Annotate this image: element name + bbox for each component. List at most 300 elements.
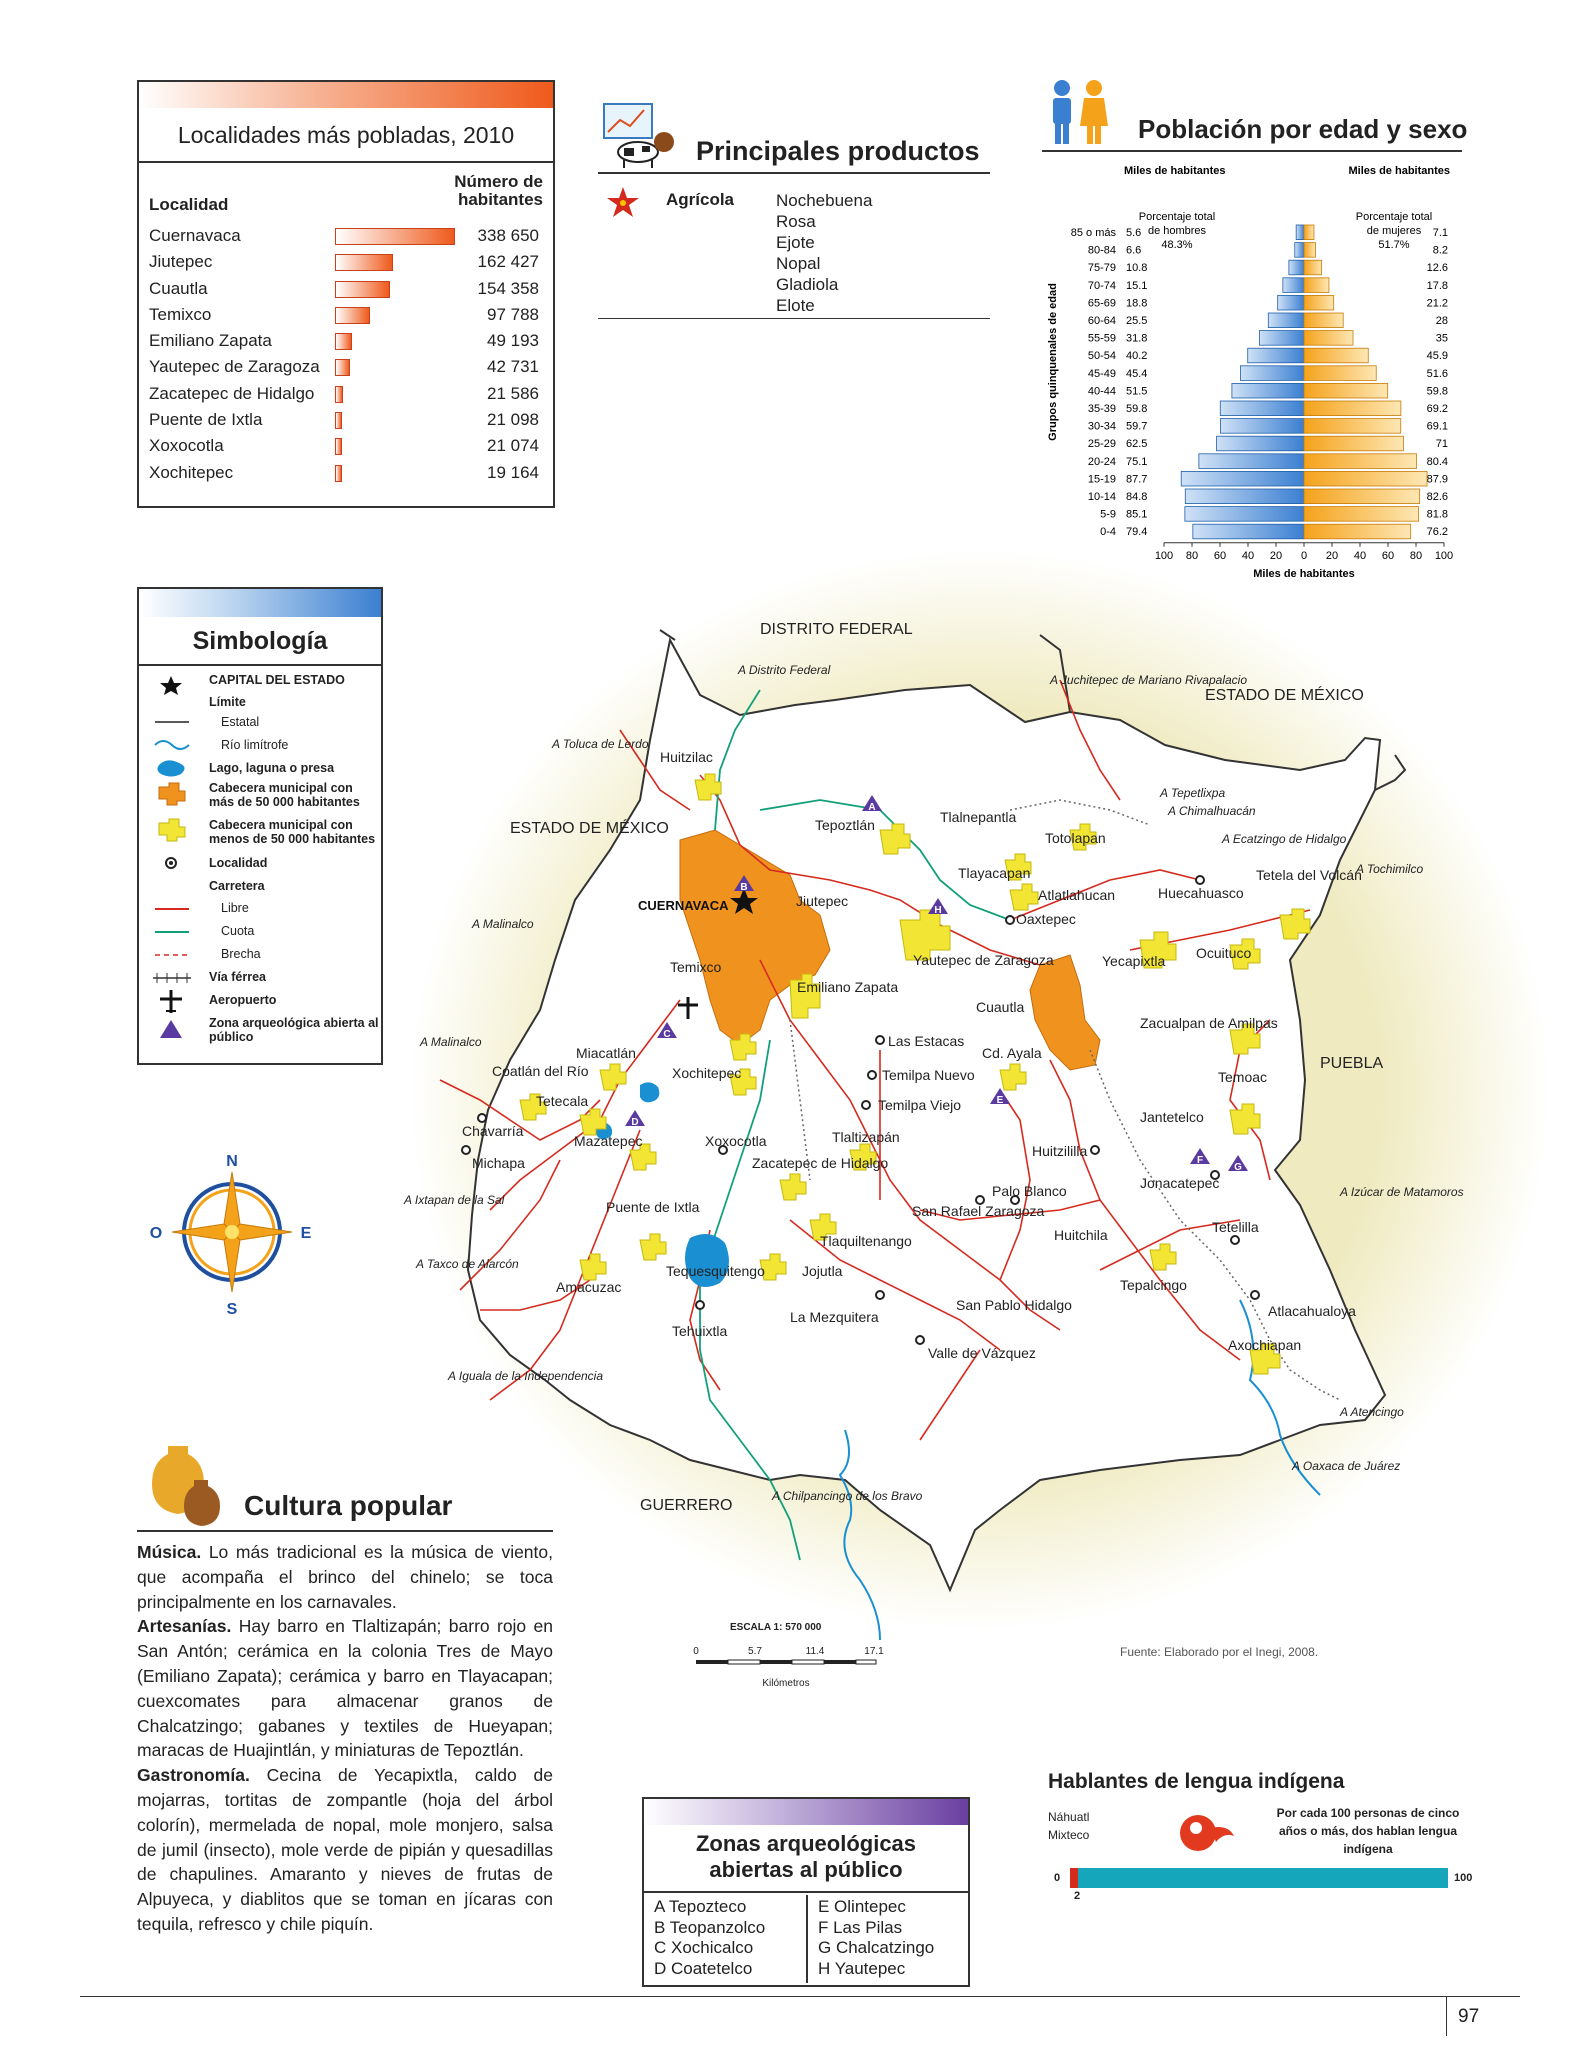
localidad-name: Temixco <box>149 304 212 324</box>
svg-text:Tehuixtla: Tehuixtla <box>672 1323 728 1339</box>
pyr-women-bar <box>1304 225 1314 240</box>
productos-icon <box>598 100 680 172</box>
productos-list <box>776 190 872 316</box>
page-number: 97 <box>1458 2006 1480 2027</box>
localidad-bar <box>335 281 390 298</box>
svg-text:Huitchila: Huitchila <box>1054 1227 1108 1243</box>
pyr-women-bar <box>1304 313 1343 328</box>
pyr-men-value: 87.7 <box>1126 473 1148 486</box>
pyr-women-value: 51.6 <box>1426 367 1448 380</box>
svg-text:Atlacahualoya: Atlacahualoya <box>1268 1303 1356 1319</box>
svg-text:D: D <box>631 1117 639 1128</box>
svg-text:Jantetelco: Jantetelco <box>1140 1109 1204 1125</box>
pyr-women-bar <box>1304 331 1353 346</box>
localidades-title: Localidades más pobladas, 2010 <box>139 108 553 163</box>
localidad-row <box>139 328 553 354</box>
svg-text:Tepalcingo: Tepalcingo <box>1120 1277 1187 1293</box>
localidades-panel <box>137 80 555 508</box>
localidad-row <box>139 460 553 486</box>
svg-text:Mazatepec: Mazatepec <box>574 1133 643 1149</box>
svg-text:Cd. Ayala: Cd. Ayala <box>982 1045 1042 1061</box>
pyr-xlabel: Miles de habitantes <box>1253 567 1355 580</box>
svg-text:H: H <box>934 905 942 916</box>
pyr-women-value: 45.9 <box>1426 350 1448 363</box>
svg-text:Atlatlahucan: Atlatlahucan <box>1038 887 1116 903</box>
pyr-men-value: 59.8 <box>1126 403 1148 415</box>
pyr-tick-label: 40 <box>1353 549 1367 562</box>
pyr-tick-label: 100 <box>1434 549 1454 562</box>
svg-text:Tepoztlán: Tepoztlán <box>815 817 875 833</box>
sym-estatal: Estatal <box>221 715 260 729</box>
pyr-men-bar <box>1259 331 1304 346</box>
pyr-women-bar <box>1304 366 1376 381</box>
pyr-men-value: 25.5 <box>1126 315 1148 327</box>
pyr-age-label: 55-59 <box>1087 332 1116 345</box>
pyr-tick-label: 80 <box>1409 549 1423 562</box>
localidad-value: 49 193 <box>487 331 539 351</box>
pyr-women-value: 7.1 <box>1432 227 1448 239</box>
svg-text:A Distrito Federal: A Distrito Federal <box>738 663 831 677</box>
scale-bar <box>693 1622 884 1689</box>
pyr-age-label: 40-44 <box>1087 385 1116 398</box>
sym-capital: CAPITAL DEL ESTADO <box>209 673 345 687</box>
label-edomex-w: ESTADO DE MÉXICO <box>510 820 669 837</box>
svg-text:Jonacatepec: Jonacatepec <box>1140 1175 1220 1191</box>
localidad-bar <box>335 254 393 271</box>
svg-text:La Mezquitera: La Mezquitera <box>790 1309 879 1325</box>
svg-text:A Malinalco: A Malinalco <box>420 1035 482 1049</box>
compass-n: N <box>226 1153 238 1170</box>
svg-text:F: F <box>1196 1155 1204 1166</box>
pyr-women-bar <box>1304 454 1417 469</box>
pyr-women-value: 59.8 <box>1426 385 1448 398</box>
artesanias-title: Artesanías. <box>137 1616 232 1637</box>
pyr-age-label: 15-19 <box>1087 473 1116 486</box>
cultura-title: Cultura popular <box>244 1490 453 1521</box>
svg-text:Tlaltizapán: Tlaltizapán <box>832 1129 900 1145</box>
pyr-women-bar <box>1304 348 1368 363</box>
lake-icon <box>157 760 184 776</box>
pyr-women-bar <box>1304 243 1315 258</box>
svg-text:A: A <box>868 802 876 813</box>
svg-text:A Taxco de Alarcón: A Taxco de Alarcón <box>416 1257 519 1271</box>
label-df: DISTRITO FEDERAL <box>760 621 913 638</box>
pyr-men-bar <box>1289 260 1304 275</box>
svg-text:A Tochimilco: A Tochimilco <box>1356 862 1424 876</box>
svg-text:Temilpa Viejo: Temilpa Viejo <box>878 1097 962 1113</box>
pyr-age-label: 0-4 <box>1100 526 1116 539</box>
pyr-women-pct: 51.7% <box>1378 239 1410 251</box>
pyr-age-label: 65-69 <box>1087 297 1116 310</box>
svg-text:Axochiapan: Axochiapan <box>1228 1337 1302 1353</box>
svg-text:A Tepetlixpa: A Tepetlixpa <box>1160 786 1226 800</box>
sym-libre: Libre <box>221 901 249 915</box>
pyr-women-value: 87.9 <box>1426 473 1448 486</box>
svg-text:ESCALA 1: 570 000: ESCALA 1: 570 000 <box>730 1622 822 1633</box>
pyr-men-bar <box>1248 348 1304 363</box>
localidad-value: 21 074 <box>487 436 539 456</box>
label-guerrero: GUERRERO <box>640 1497 733 1514</box>
sym-rio: Río limítrofe <box>221 738 289 752</box>
svg-text:Michapa: Michapa <box>472 1155 525 1171</box>
flower-icon <box>606 186 640 220</box>
svg-text:A Atencingo: A Atencingo <box>1340 1405 1404 1419</box>
pyr-men-value: 75.1 <box>1126 455 1148 468</box>
pyr-men-bar <box>1199 454 1304 469</box>
pyr-women-value: 71 <box>1435 438 1448 451</box>
productos-title: Principales productos <box>696 136 980 166</box>
localidad-name: Emiliano Zapata <box>149 331 272 351</box>
svg-text:Kilómetros: Kilómetros <box>762 1678 810 1689</box>
svg-text:Jojutla: Jojutla <box>802 1263 843 1279</box>
pyr-men-value: 84.8 <box>1126 491 1148 503</box>
localidad-name: Cuautla <box>149 278 208 298</box>
pyr-women-label: Porcentaje total de mujeres <box>1355 211 1433 237</box>
svg-text:E: E <box>996 1095 1004 1106</box>
river-icon <box>155 741 189 749</box>
svg-text:Palo Blanco: Palo Blanco <box>992 1183 1067 1199</box>
pyr-age-label: 5-9 <box>1100 508 1116 521</box>
pyr-men-label: Porcentaje total de hombres <box>1138 211 1216 237</box>
gastronomia-title: Gastronomía. <box>137 1765 250 1786</box>
svg-text:San Pablo Hidalgo: San Pablo Hidalgo <box>956 1297 1072 1313</box>
pyr-women-bar <box>1304 260 1322 275</box>
zonas-column-divider <box>806 1895 808 1983</box>
zona-item: E Olintepec <box>818 1897 906 1916</box>
svg-text:Huitzililla: Huitzililla <box>1032 1143 1088 1159</box>
localidad-name: Xoxocotla <box>149 436 224 456</box>
svg-text:Emiliano Zapata: Emiliano Zapata <box>797 979 899 995</box>
localidad-value: 338 650 <box>477 226 539 245</box>
svg-text:B: B <box>740 882 748 893</box>
pyr-men-pct: 48.3% <box>1161 239 1193 251</box>
label-puebla: PUEBLA <box>1320 1055 1384 1072</box>
pyr-women-value: 21.2 <box>1426 297 1448 310</box>
producto-item: Ejote <box>776 233 815 252</box>
svg-text:A Malinalco: A Malinalco <box>472 917 534 931</box>
pyr-tick-label: 80 <box>1185 549 1199 562</box>
pyr-women-value: 8.2 <box>1432 244 1448 257</box>
svg-text:Totolapan: Totolapan <box>1045 830 1106 846</box>
compass-o: O <box>149 1225 163 1242</box>
localidad-row <box>139 302 553 328</box>
pyr-age-label: 60-64 <box>1087 315 1116 327</box>
svg-text:A Chilpancingo de los Bravo: A Chilpancingo de los Bravo <box>772 1489 923 1503</box>
pyr-men-value: 6.6 <box>1126 244 1142 257</box>
pyr-women-bar <box>1304 383 1388 398</box>
producto-item: Gladiola <box>776 275 839 294</box>
zona-item: D Coatetelco <box>654 1958 753 1978</box>
localidad-value: 162 427 <box>477 252 539 272</box>
localidad-bar <box>335 228 455 245</box>
piramide-panel <box>1042 78 1468 580</box>
svg-text:San Rafael Zaragoza: San Rafael Zaragoza <box>912 1203 1045 1219</box>
svg-text:Temoac: Temoac <box>1218 1069 1268 1085</box>
zona-item: H Yautepec <box>818 1958 906 1978</box>
localidad-row <box>139 354 553 380</box>
pyr-women-bar <box>1304 295 1334 310</box>
hablantes-title: Hablantes de lengua indígena <box>1048 1770 1345 1793</box>
pyr-tick-label: 60 <box>1381 549 1395 562</box>
pyr-women-bar <box>1304 401 1401 416</box>
localidad-row <box>139 276 553 302</box>
zona-item: G Chalcatzingo <box>818 1938 935 1957</box>
svg-text:Coatlán del Río: Coatlán del Río <box>492 1063 589 1079</box>
speech-glyph-icon <box>1174 1810 1238 1856</box>
svg-text:Tlalnepantla: Tlalnepantla <box>940 809 1017 825</box>
svg-text:Tetela del Volcán: Tetela del Volcán <box>1256 867 1362 883</box>
svg-text:A Ixtapan de la Sal: A Ixtapan de la Sal <box>404 1193 505 1207</box>
sym-aeropuerto: Aeropuerto <box>209 993 277 1007</box>
pyr-women-value: 82.6 <box>1426 491 1448 503</box>
cultura-text <box>137 1540 553 1937</box>
svg-text:C: C <box>663 1029 671 1040</box>
compass-s: S <box>226 1301 238 1318</box>
svg-text:A Juchitepec de Mariano Rivapa: A Juchitepec de Mariano Rivapalacio <box>1050 673 1247 687</box>
svg-text:Yecapixtla: Yecapixtla <box>1102 953 1166 969</box>
producto-item: Elote <box>776 296 815 315</box>
pyr-women-value: 69.1 <box>1426 420 1448 433</box>
localidad-bar <box>335 307 370 324</box>
pyr-women-value: 12.6 <box>1426 262 1448 275</box>
hablantes-lang2: Mixteco <box>1048 1828 1090 1842</box>
pyr-men-bar <box>1185 489 1304 504</box>
localidad-name: Xochitepec <box>149 462 234 482</box>
pyr-men-value: 79.4 <box>1126 526 1148 539</box>
musica-title: Música. <box>137 1542 202 1562</box>
localidad-value: 21 098 <box>487 410 539 430</box>
svg-text:Las Estacas: Las Estacas <box>888 1033 965 1049</box>
localidad-bar <box>335 359 350 376</box>
pyr-age-label: 75-79 <box>1087 262 1116 275</box>
pyr-women-bar <box>1304 278 1329 293</box>
localidad-row <box>139 249 553 275</box>
airport-icon <box>160 990 182 1013</box>
svg-text:Huitzilac: Huitzilac <box>660 749 713 765</box>
pyr-women-value: 28 <box>1435 315 1448 327</box>
svg-text:Cuautla: Cuautla <box>976 999 1025 1015</box>
localidad-row <box>139 433 553 459</box>
productos-divider-bottom <box>598 318 990 319</box>
localidad-bar <box>335 438 342 455</box>
localidad-value: 154 358 <box>477 278 539 298</box>
pyr-men-value: 40.2 <box>1126 350 1148 363</box>
localidad-row <box>139 407 553 433</box>
pyr-men-bar <box>1295 243 1304 258</box>
svg-text:5.7: 5.7 <box>748 1646 762 1657</box>
pyr-men-value: 85.1 <box>1126 508 1148 521</box>
svg-text:Temilpa Nuevo: Temilpa Nuevo <box>882 1067 975 1083</box>
capital-star-icon <box>160 676 182 695</box>
svg-text:Xochitepec: Xochitepec <box>672 1065 742 1081</box>
cabecera-menor-icon <box>159 819 185 841</box>
simbologia-title: Simbología <box>139 617 381 666</box>
lake-tequesquitengo <box>685 1234 729 1287</box>
pyr-men-value: 10.8 <box>1126 262 1148 275</box>
pyr-left-header: Miles de habitantes <box>1124 165 1226 177</box>
pyr-women-value: 81.8 <box>1426 508 1448 521</box>
localidad-value: 19 164 <box>487 462 539 482</box>
svg-text:Jiutepec: Jiutepec <box>796 893 849 909</box>
localidades-column-headers <box>139 163 553 223</box>
sym-carretera: Carretera <box>209 879 265 893</box>
railway-icon <box>153 973 191 983</box>
pyr-women-value: 35 <box>1435 332 1448 345</box>
svg-text:A Oaxaca de Juárez: A Oaxaca de Juárez <box>1292 1459 1401 1473</box>
pyr-tick-label: 0 <box>1300 549 1308 562</box>
pyr-tick-label: 60 <box>1213 549 1227 562</box>
svg-text:A Chimalhuacán: A Chimalhuacán <box>1168 804 1256 818</box>
localidad-bar <box>335 412 342 429</box>
svg-text:Tlaquiltenango: Tlaquiltenango <box>820 1233 912 1249</box>
hablantes-note: Por cada 100 personas de cinco años o más, dos hablan lengua indígena <box>1276 1806 1460 1856</box>
pyr-men-value: 59.7 <box>1126 420 1148 433</box>
pyr-men-bar <box>1217 436 1305 451</box>
productos-divider-top <box>598 172 990 174</box>
piramide-title: Población por edad y sexo <box>1138 114 1468 144</box>
producto-item: Nochebuena <box>776 191 873 210</box>
pyr-men-bar <box>1181 471 1304 486</box>
pyr-women-value: 69.2 <box>1426 403 1448 415</box>
svg-text:Zacualpan de Amilpas: Zacualpan de Amilpas <box>1140 1015 1278 1031</box>
localidad-bar <box>335 386 343 403</box>
pyr-women-value: 17.8 <box>1426 279 1448 292</box>
sym-cuota: Cuota <box>221 924 255 938</box>
svg-text:Tetelilla: Tetelilla <box>1212 1219 1259 1235</box>
archaeological-zone-icon <box>160 1020 182 1038</box>
col-localidad: Localidad <box>149 195 229 214</box>
pyr-men-bar <box>1220 419 1304 434</box>
localidad-row <box>139 223 553 249</box>
pyr-ylabel: Grupos quinquenales de edad <box>1047 283 1059 441</box>
cabecera-mayor-icon <box>159 783 185 805</box>
footer-line <box>80 1996 1520 1997</box>
svg-text:Oaxtepec: Oaxtepec <box>1016 911 1076 927</box>
pyr-men-value: 15.1 <box>1126 279 1148 292</box>
sym-zona: Zona arqueológica abierta al público <box>209 1016 379 1044</box>
svg-text:Ocuituco: Ocuituco <box>1196 945 1252 961</box>
pyr-women-value: 80.4 <box>1426 455 1448 468</box>
pyr-men-value: 51.5 <box>1126 385 1148 398</box>
pyr-age-label: 25-29 <box>1087 438 1116 451</box>
hablantes-bar-track <box>1070 1868 1448 1888</box>
localidad-name: Jiutepec <box>149 252 213 272</box>
pyr-age-label: 80-84 <box>1087 244 1116 257</box>
pyr-men-bar <box>1296 225 1304 240</box>
svg-text:A Toluca de Lerdo: A Toluca de Lerdo <box>552 737 649 751</box>
productos-category: Agrícola <box>666 190 735 209</box>
zonas-list-right <box>818 1897 934 1979</box>
pyr-men-value: 31.8 <box>1126 332 1148 345</box>
localidad-name: Cuernavaca <box>149 226 241 245</box>
pyr-age-label: 10-14 <box>1087 491 1116 503</box>
svg-text:A Iguala de la Independencia: A Iguala de la Independencia <box>448 1369 604 1383</box>
label-capital: CUERNAVACA <box>638 898 729 913</box>
svg-text:11.4: 11.4 <box>805 1646 825 1657</box>
map-source: Fuente: Elaborado por el Inegi, 2008. <box>1120 1645 1319 1659</box>
zonas-title: Zonas arqueológicas abiertas al público <box>644 1825 968 1893</box>
localidad-value: 21 586 <box>487 383 539 403</box>
sym-lago: Lago, laguna o presa <box>209 761 335 775</box>
svg-text:Valle de Vázquez: Valle de Vázquez <box>928 1345 1036 1361</box>
localidad-value: 42 731 <box>487 357 539 377</box>
svg-text:Xoxocotla: Xoxocotla <box>705 1133 767 1149</box>
pyr-men-bar <box>1193 524 1304 539</box>
productos-panel <box>598 98 990 323</box>
sym-localidad: Localidad <box>209 856 268 870</box>
pyr-men-bar <box>1240 366 1304 381</box>
svg-text:Yautepec de Zaragoza: Yautepec de Zaragoza <box>913 952 1054 968</box>
label-edomex-e: ESTADO DE MÉXICO <box>1205 687 1364 704</box>
sym-via: Vía férrea <box>209 970 266 984</box>
svg-text:0: 0 <box>693 1646 699 1657</box>
svg-text:17.1: 17.1 <box>864 1646 884 1657</box>
localidad-bar <box>335 333 352 350</box>
localidad-bar <box>335 465 342 482</box>
pyr-men-bar <box>1232 383 1304 398</box>
hablantes-max: 100 <box>1454 1872 1473 1884</box>
pyr-women-value: 76.2 <box>1426 526 1448 539</box>
producto-item: Rosa <box>776 212 816 231</box>
pyr-women-bar <box>1304 419 1401 434</box>
pyr-women-bar <box>1304 507 1419 522</box>
svg-text:A Izúcar de Matamoros: A Izúcar de Matamoros <box>1340 1185 1464 1199</box>
people-icon <box>1046 78 1112 148</box>
zona-item: B Teopanzolco <box>654 1917 766 1937</box>
zonas-panel <box>642 1797 970 1987</box>
sym-limite: Límite <box>209 695 246 709</box>
pyr-men-bar <box>1283 278 1304 293</box>
zonas-header-bar <box>644 1799 968 1825</box>
sym-cab-mas: Cabecera municipal con más de 50 000 habitantes <box>209 781 360 809</box>
compass-e: E <box>300 1225 312 1242</box>
col-numero: Número de habitantes <box>454 172 543 209</box>
pyr-tick-label: 20 <box>1325 549 1339 562</box>
pottery-icon <box>150 1440 230 1530</box>
musica-text: Lo más tradicional es la música de viento, que acompaña el brinco del chinelo; se toca principalmente en los carnavales. <box>137 1542 553 1612</box>
localidades-rows <box>139 223 553 486</box>
pyr-women-bar <box>1304 471 1427 486</box>
zona-item: A Tepozteco <box>654 1897 747 1916</box>
pyr-age-label: 45-49 <box>1087 367 1116 380</box>
footer-page-divider <box>1446 1996 1447 2036</box>
cultura-divider <box>137 1530 553 1532</box>
pyr-age-label: 30-34 <box>1087 420 1116 433</box>
pyr-age-label: 85 o más <box>1070 227 1116 239</box>
compass-rose-icon <box>150 1150 320 1320</box>
pyr-women-bar <box>1304 436 1403 451</box>
hablantes-lang1: Náhuatl <box>1048 1810 1090 1824</box>
pyr-men-value: 62.5 <box>1126 438 1148 451</box>
pyr-right-header: Miles de habitantes <box>1348 165 1450 177</box>
artesanias-text: Hay barro en Tlaltizapán; barro rojo en San Antón; cerámica en la colonia Tres de Mayo (Emiliano Zapata); cerámica y barro en Tlayacapan; cuexcomates para almacenar granos de Chalcatzingo; gabanes y textiles de Hueyapan; maracas de Huajintlán, y miniaturas de Tepoztlán. <box>137 1616 553 1761</box>
svg-text:Amacuzac: Amacuzac <box>556 1279 622 1295</box>
svg-text:Tetecala: Tetecala <box>536 1093 589 1109</box>
simbologia-symbols <box>139 673 209 1063</box>
zonas-list-left <box>654 1897 765 1979</box>
svg-text:Miacatlán: Miacatlán <box>576 1045 636 1061</box>
pyr-age-label: 70-74 <box>1087 279 1116 292</box>
svg-text:Temixco: Temixco <box>670 959 722 975</box>
pyr-men-bar <box>1278 295 1304 310</box>
localidad-value: 97 788 <box>487 304 539 324</box>
producto-item: Nopal <box>776 254 821 273</box>
hablantes-min: 0 <box>1054 1872 1061 1884</box>
pyr-men-bar <box>1268 313 1304 328</box>
pyr-tick-label: 100 <box>1154 549 1174 562</box>
localidad-name: Puente de Ixtla <box>149 410 263 430</box>
svg-text:G: G <box>1234 1162 1242 1173</box>
